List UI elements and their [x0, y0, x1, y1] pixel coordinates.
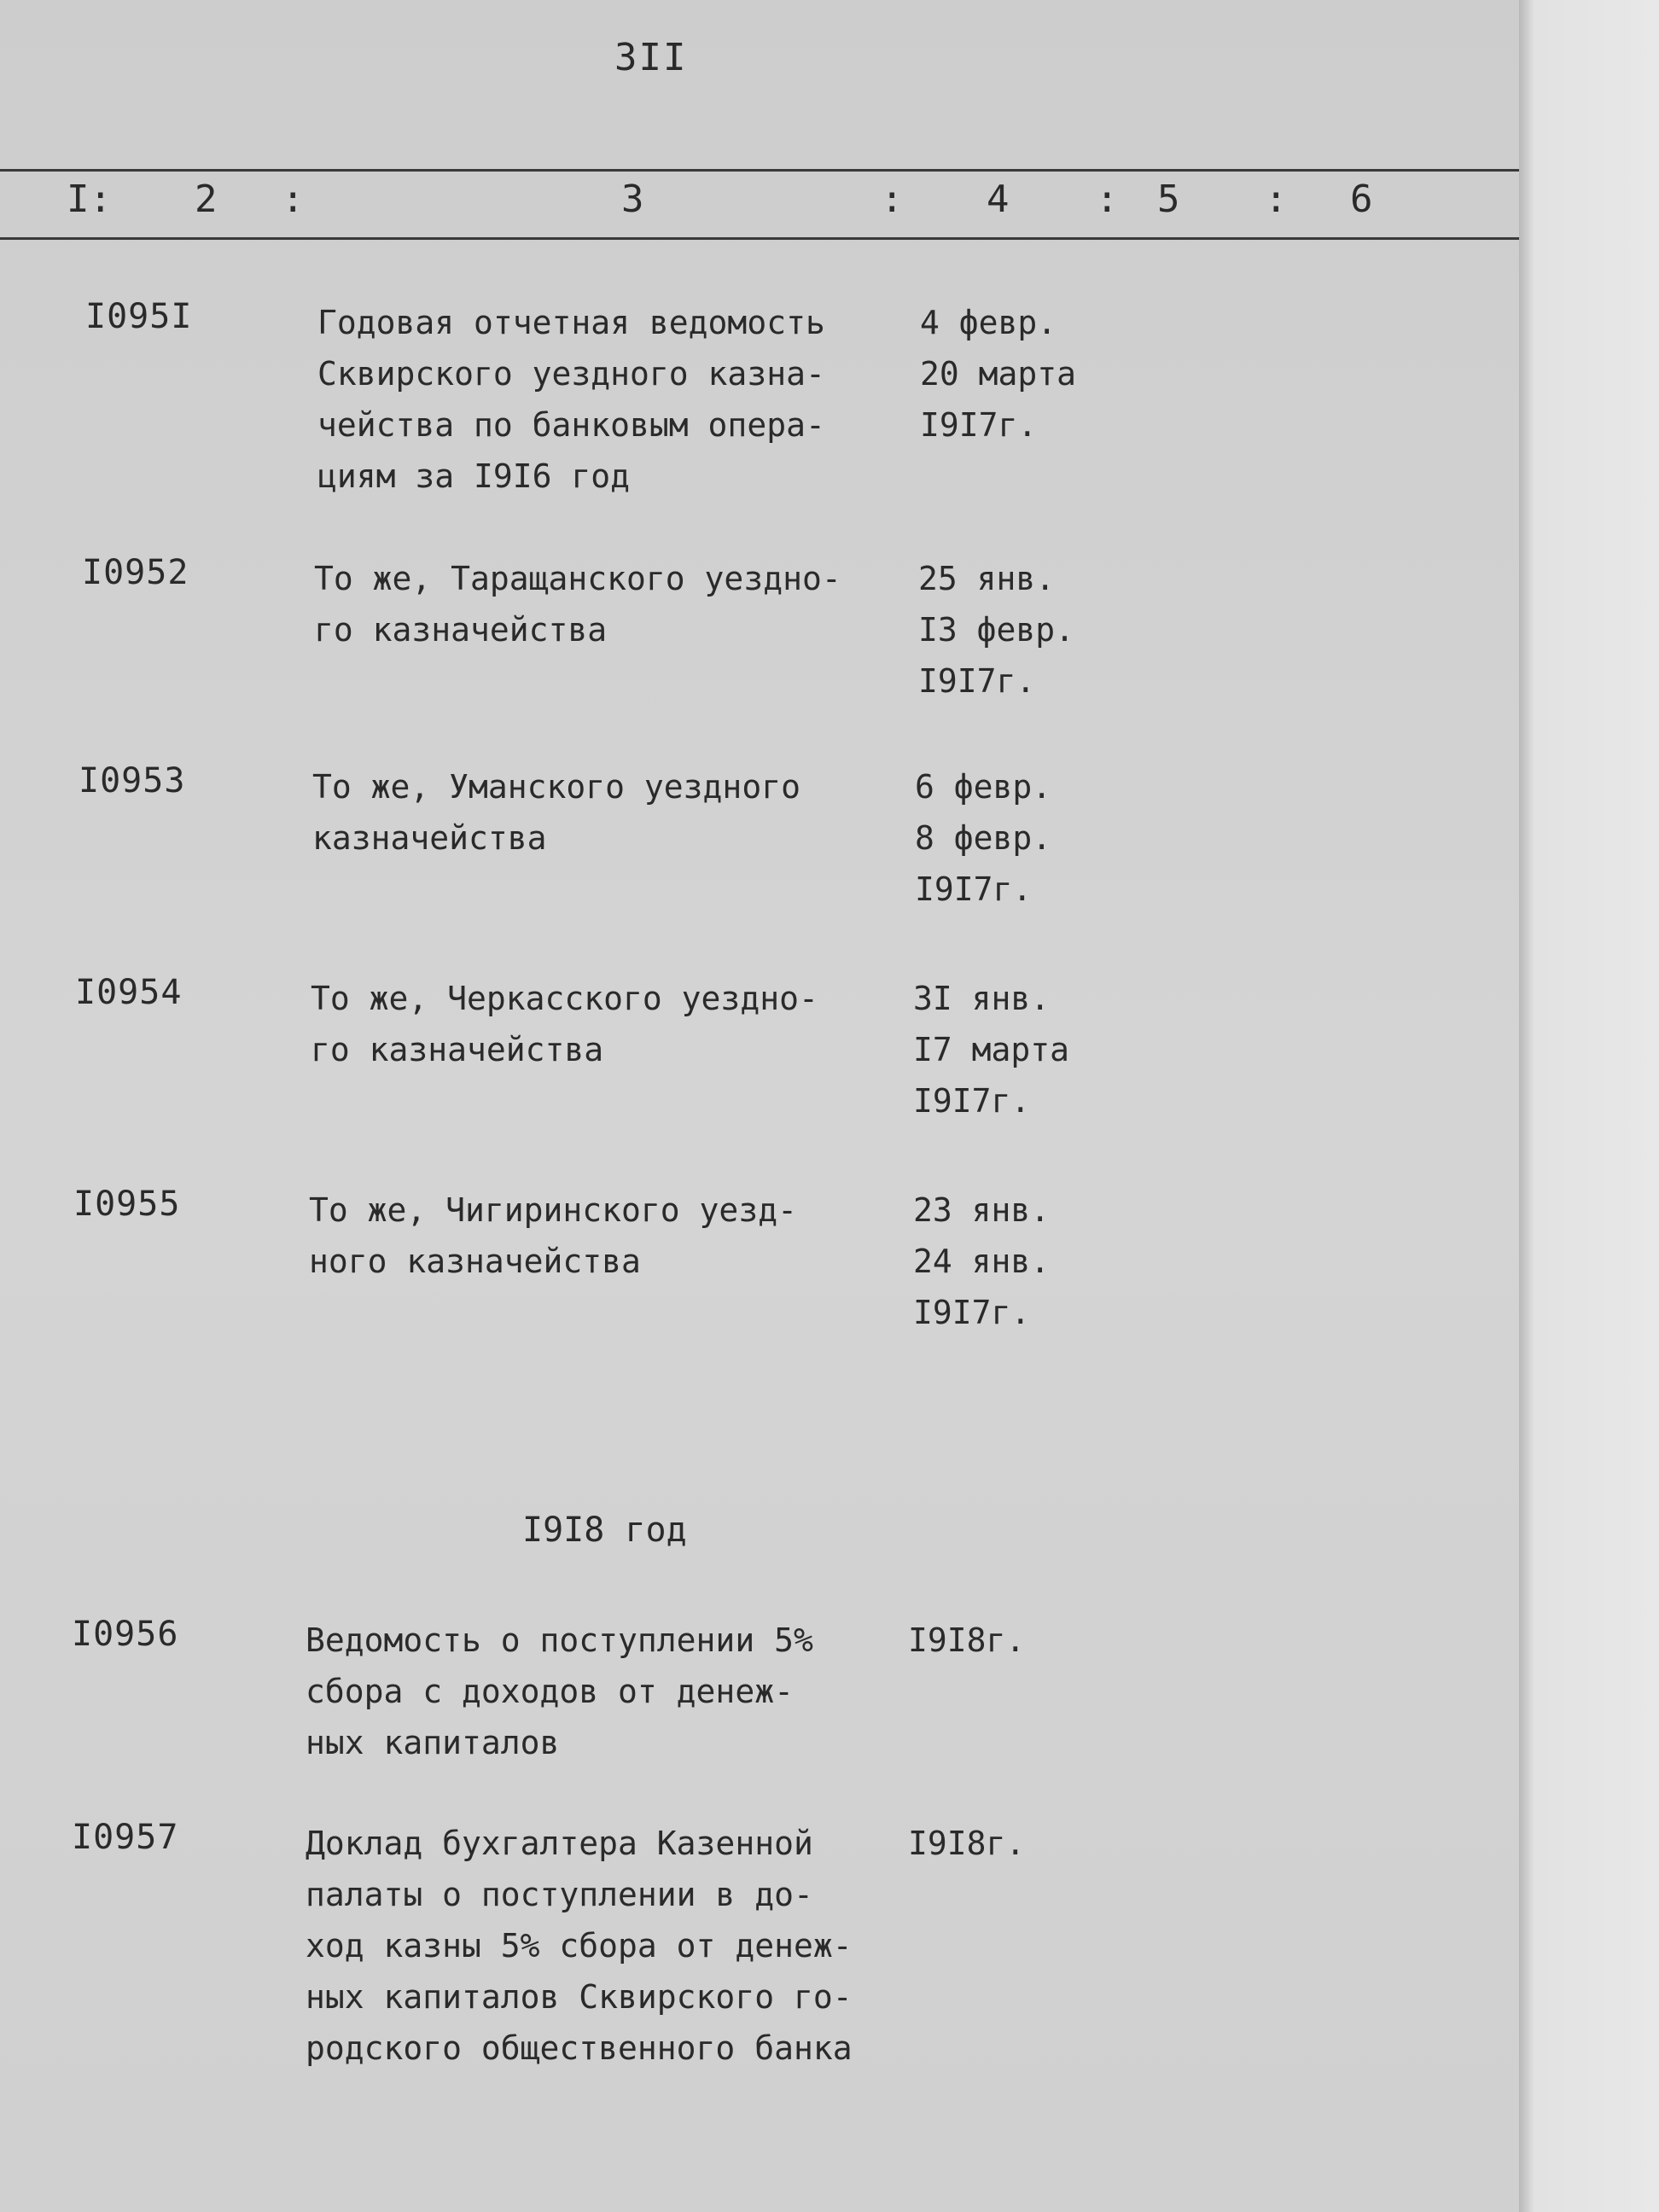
date-line: I7 марта — [913, 1031, 1070, 1068]
entry-number: I0952 — [82, 553, 189, 592]
description-line: Сквирского уездного казна- — [317, 355, 825, 393]
description-line: ного казначейства — [309, 1243, 641, 1280]
date-line: I9I7г. — [918, 662, 1036, 700]
column-separator: : — [881, 178, 904, 221]
description-line: ных капиталов — [306, 1724, 560, 1761]
section-heading: I9I8 год — [522, 1511, 687, 1550]
entry-description — [306, 1818, 853, 2074]
description-line: Годовая отчетная ведомость — [317, 304, 825, 341]
column-header-3: 3 — [621, 178, 644, 221]
entry-number: I0957 — [72, 1818, 179, 1857]
description-line: го казначейства — [314, 611, 608, 649]
date-line: I9I7г. — [920, 406, 1038, 444]
entry-number: I0954 — [75, 973, 183, 1012]
column-separator: : — [1096, 178, 1119, 221]
date-line: 24 янв. — [913, 1243, 1051, 1280]
entry-dates — [918, 553, 1074, 707]
column-header-4: 4 — [987, 178, 1010, 221]
entry-dates — [908, 1818, 1025, 1869]
date-line: I9I8г. — [908, 1621, 1026, 1659]
date-line: I9I7г. — [915, 870, 1033, 908]
column-header-1: I: — [67, 178, 112, 221]
description-line: Доклад бухгалтера Казенной — [306, 1825, 813, 1862]
date-line: 23 янв. — [913, 1191, 1051, 1229]
description-line: То же, Уманского уездного — [312, 768, 800, 806]
description-line: циям за I9I6 год — [317, 457, 631, 495]
description-line: Ведомость о поступлении 5% — [306, 1621, 813, 1659]
page-edge — [1519, 0, 1659, 2212]
entry-description — [317, 297, 825, 502]
description-line: казначейства — [312, 819, 547, 857]
header-top-rule — [0, 169, 1523, 172]
description-line: го казначейства — [311, 1031, 604, 1068]
date-line: I3 февр. — [918, 611, 1075, 649]
entry-dates — [908, 1615, 1025, 1666]
description-line: ных капиталов Сквирского го- — [306, 1978, 853, 2016]
description-line: ход казны 5% сбора от денеж- — [306, 1927, 853, 1965]
entry-description — [311, 973, 818, 1075]
entry-number: I0953 — [79, 761, 186, 800]
entry-dates — [913, 1185, 1050, 1338]
date-line: I9I8г. — [908, 1825, 1026, 1862]
description-line: сбора с доходов от денеж- — [306, 1673, 794, 1710]
entry-description — [312, 761, 800, 864]
entry-number: I0955 — [73, 1185, 181, 1224]
entry-dates — [915, 761, 1051, 915]
column-separator: : — [1265, 178, 1288, 221]
description-line: То же, Чигиринского уезд- — [309, 1191, 797, 1229]
entry-dates — [920, 297, 1076, 451]
description-line: чейства по банковым опера- — [317, 406, 825, 444]
entry-dates — [913, 973, 1069, 1126]
description-line: То же, Таращанского уездно- — [314, 560, 841, 597]
entry-number: I0956 — [72, 1615, 179, 1654]
page-number: 3II — [614, 36, 688, 79]
date-line: 25 янв. — [918, 560, 1056, 597]
description-line: родского общественного банка — [306, 2029, 853, 2067]
date-line: I9I7г. — [913, 1082, 1031, 1120]
header-bottom-rule — [0, 237, 1528, 240]
column-header-6: 6 — [1350, 178, 1373, 221]
date-line: 4 февр. — [920, 304, 1057, 341]
description-line: То же, Черкасского уездно- — [311, 980, 818, 1017]
entry-description — [314, 553, 841, 655]
date-line: 3I янв. — [913, 980, 1051, 1017]
entry-description — [306, 1615, 813, 1768]
date-line: 20 марта — [920, 355, 1077, 393]
column-header-5: 5 — [1157, 178, 1180, 221]
date-line: 8 февр. — [915, 819, 1052, 857]
column-separator: : — [282, 178, 305, 221]
description-line: палаты о поступлении в до- — [306, 1876, 813, 1913]
entry-number: I095I — [85, 297, 193, 336]
entry-description — [309, 1185, 797, 1287]
date-line: 6 февр. — [915, 768, 1052, 806]
date-line: I9I7г. — [913, 1294, 1031, 1331]
column-header-2: 2 — [195, 178, 218, 221]
